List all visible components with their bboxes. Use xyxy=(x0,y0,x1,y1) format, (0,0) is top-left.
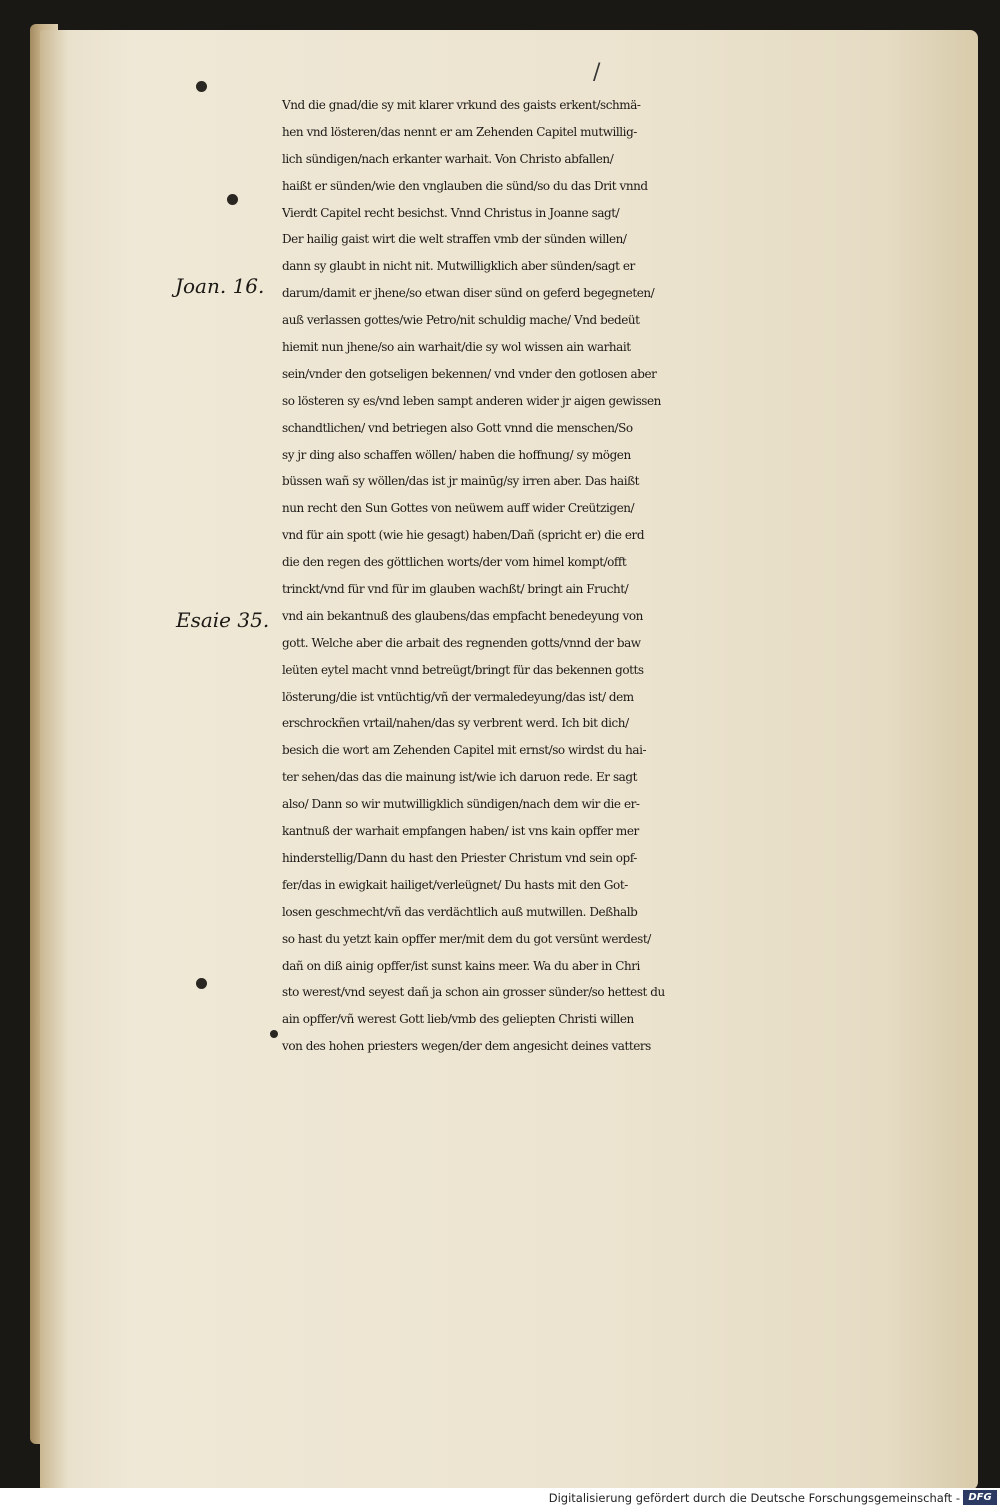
text-line: dañ on diß ainig opffer/ist sunst kains meer. Wa du aber in Chri xyxy=(282,958,640,973)
text-line: so lösteren sy es/vnd leben sampt anderen wider jr aigen gewissen xyxy=(282,393,661,408)
text-line: ter sehen/das das die mainung ist/wie ich daruon rede. Er sagt xyxy=(282,770,637,785)
text-line: von des hohen priesters wegen/der dem angesicht deines vatters xyxy=(282,1039,651,1054)
text-line: gott. Welche aber die arbait des regnenden gotts/vnnd der baw xyxy=(282,635,641,650)
text-line: erschrockñen vrtail/nahen/das sy verbrent werd. Ich bit dich/ xyxy=(282,716,629,731)
text-line: Vierdt Capitel recht besichst. Vnnd Christus in Joanne sagt/ xyxy=(282,205,620,220)
text-line: vnd für ain spott (wie hie gesagt) haben/Dañ (spricht er) die erd xyxy=(282,528,645,543)
text-line: nun recht den Sun Gottes von neüwem auff wider Creützigen/ xyxy=(282,501,635,516)
text-line: also/ Dann so wir mutwilligklich sündigen/nach dem wir die er- xyxy=(282,797,640,812)
text-line: Vnd die gnad/die sy mit klarer vrkund des gaists erkent/schmä- xyxy=(282,98,641,112)
text-line: hinderstellig/Dann du hast den Priester Christum vnd sein opf- xyxy=(282,850,637,865)
text-line: büssen wañ sy wöllen/das ist jr mainūg/sy irren aber. Das haißt xyxy=(282,474,640,489)
marginal-dot xyxy=(270,1030,278,1038)
text-line: sy jr ding also schaffen wöllen/ haben die hoffnung/ sy mögen xyxy=(282,447,631,462)
text-line: leüten eytel macht vnnd betreügt/bringt für das bekennen gotts xyxy=(282,662,644,677)
margin-note-esaie: Esaie 35. xyxy=(176,608,270,632)
text-line: fer/das in ewigkait hailiget/verleügnet/ Du hasts mit den Got- xyxy=(282,877,628,892)
text-line: lich sündigen/nach erkanter warhait. Von Christo abfallen/ xyxy=(282,151,614,166)
text-line: so hast du yetzt kain opffer mer/mit dem du got versünt werdest/ xyxy=(282,931,651,946)
text-line: lösterung/die ist vntüchtig/vñ der vermaledeyung/das ist/ dem xyxy=(282,689,634,704)
text-line: haißt er sünden/wie den vnglauben die sünd/so du das Drit vnnd xyxy=(282,178,648,193)
text-line: kantnuß der warhait empfangen haben/ ist vns kain opffer mer xyxy=(282,824,639,839)
text-line: Der hailig gaist wirt die welt straffen vmb der sünden willen/ xyxy=(282,232,627,247)
text-line: sto werest/vnd seyest dañ ja schon ain grosser sünder/so hettest du xyxy=(282,985,665,1000)
marginal-dot xyxy=(227,194,238,205)
text-line: dann sy glaubt in nicht nit. Mutwilligklich aber sünden/sagt er xyxy=(282,259,635,274)
text-line: die den regen des göttlichen worts/der vom himel kompt/offt xyxy=(282,555,627,570)
text-line: losen geschmecht/vñ das verdächtlich auß mutwillen. Deßhalb xyxy=(282,904,638,919)
text-line: besich die wort am Zehenden Capitel mit ernst/so wirdst du hai- xyxy=(282,743,647,758)
body-text xyxy=(282,92,972,1060)
footer-bar xyxy=(0,1488,1000,1508)
text-line: ain opffer/vñ werest Gott lieb/vmb des geliepten Christi willen xyxy=(282,1012,634,1027)
digitization-credit: Digitalisierung gefördert durch die Deutsche Forschungsgemeinschaft - xyxy=(548,1491,960,1505)
text-line: hiemit nun jhene/so ain warhait/die sy wol wissen ain warhait xyxy=(282,340,631,355)
margin-note-joan: Joan. 16. xyxy=(175,274,265,298)
text-line: darum/damit er jhene/so etwan diser sünd on geferd begegneten/ xyxy=(282,286,655,301)
marginal-dot xyxy=(196,978,207,989)
text-line: schandtlichen/ vnd betriegen also Gott vnnd die menschen/So xyxy=(282,420,633,435)
signature-mark: / xyxy=(593,60,601,85)
text-line: hen vnd lösteren/das nennt er am Zehenden Capitel mutwillig- xyxy=(282,124,637,139)
text-line: auß verlassen gottes/wie Petro/nit schuldig mache/ Vnd bedeüt xyxy=(282,313,640,328)
text-line: sein/vnder den gotseligen bekennen/ vnd vnder den gotlosen aber xyxy=(282,366,657,381)
text-line: vnd ain bekantnuß des glaubens/das empfacht benedeyung von xyxy=(282,608,643,623)
marginal-dot xyxy=(196,81,207,92)
dfg-logo: DFG xyxy=(963,1490,997,1505)
text-line: trinckt/vnd für vnd für im glauben wachßt/ bringt ain Frucht/ xyxy=(282,582,629,597)
